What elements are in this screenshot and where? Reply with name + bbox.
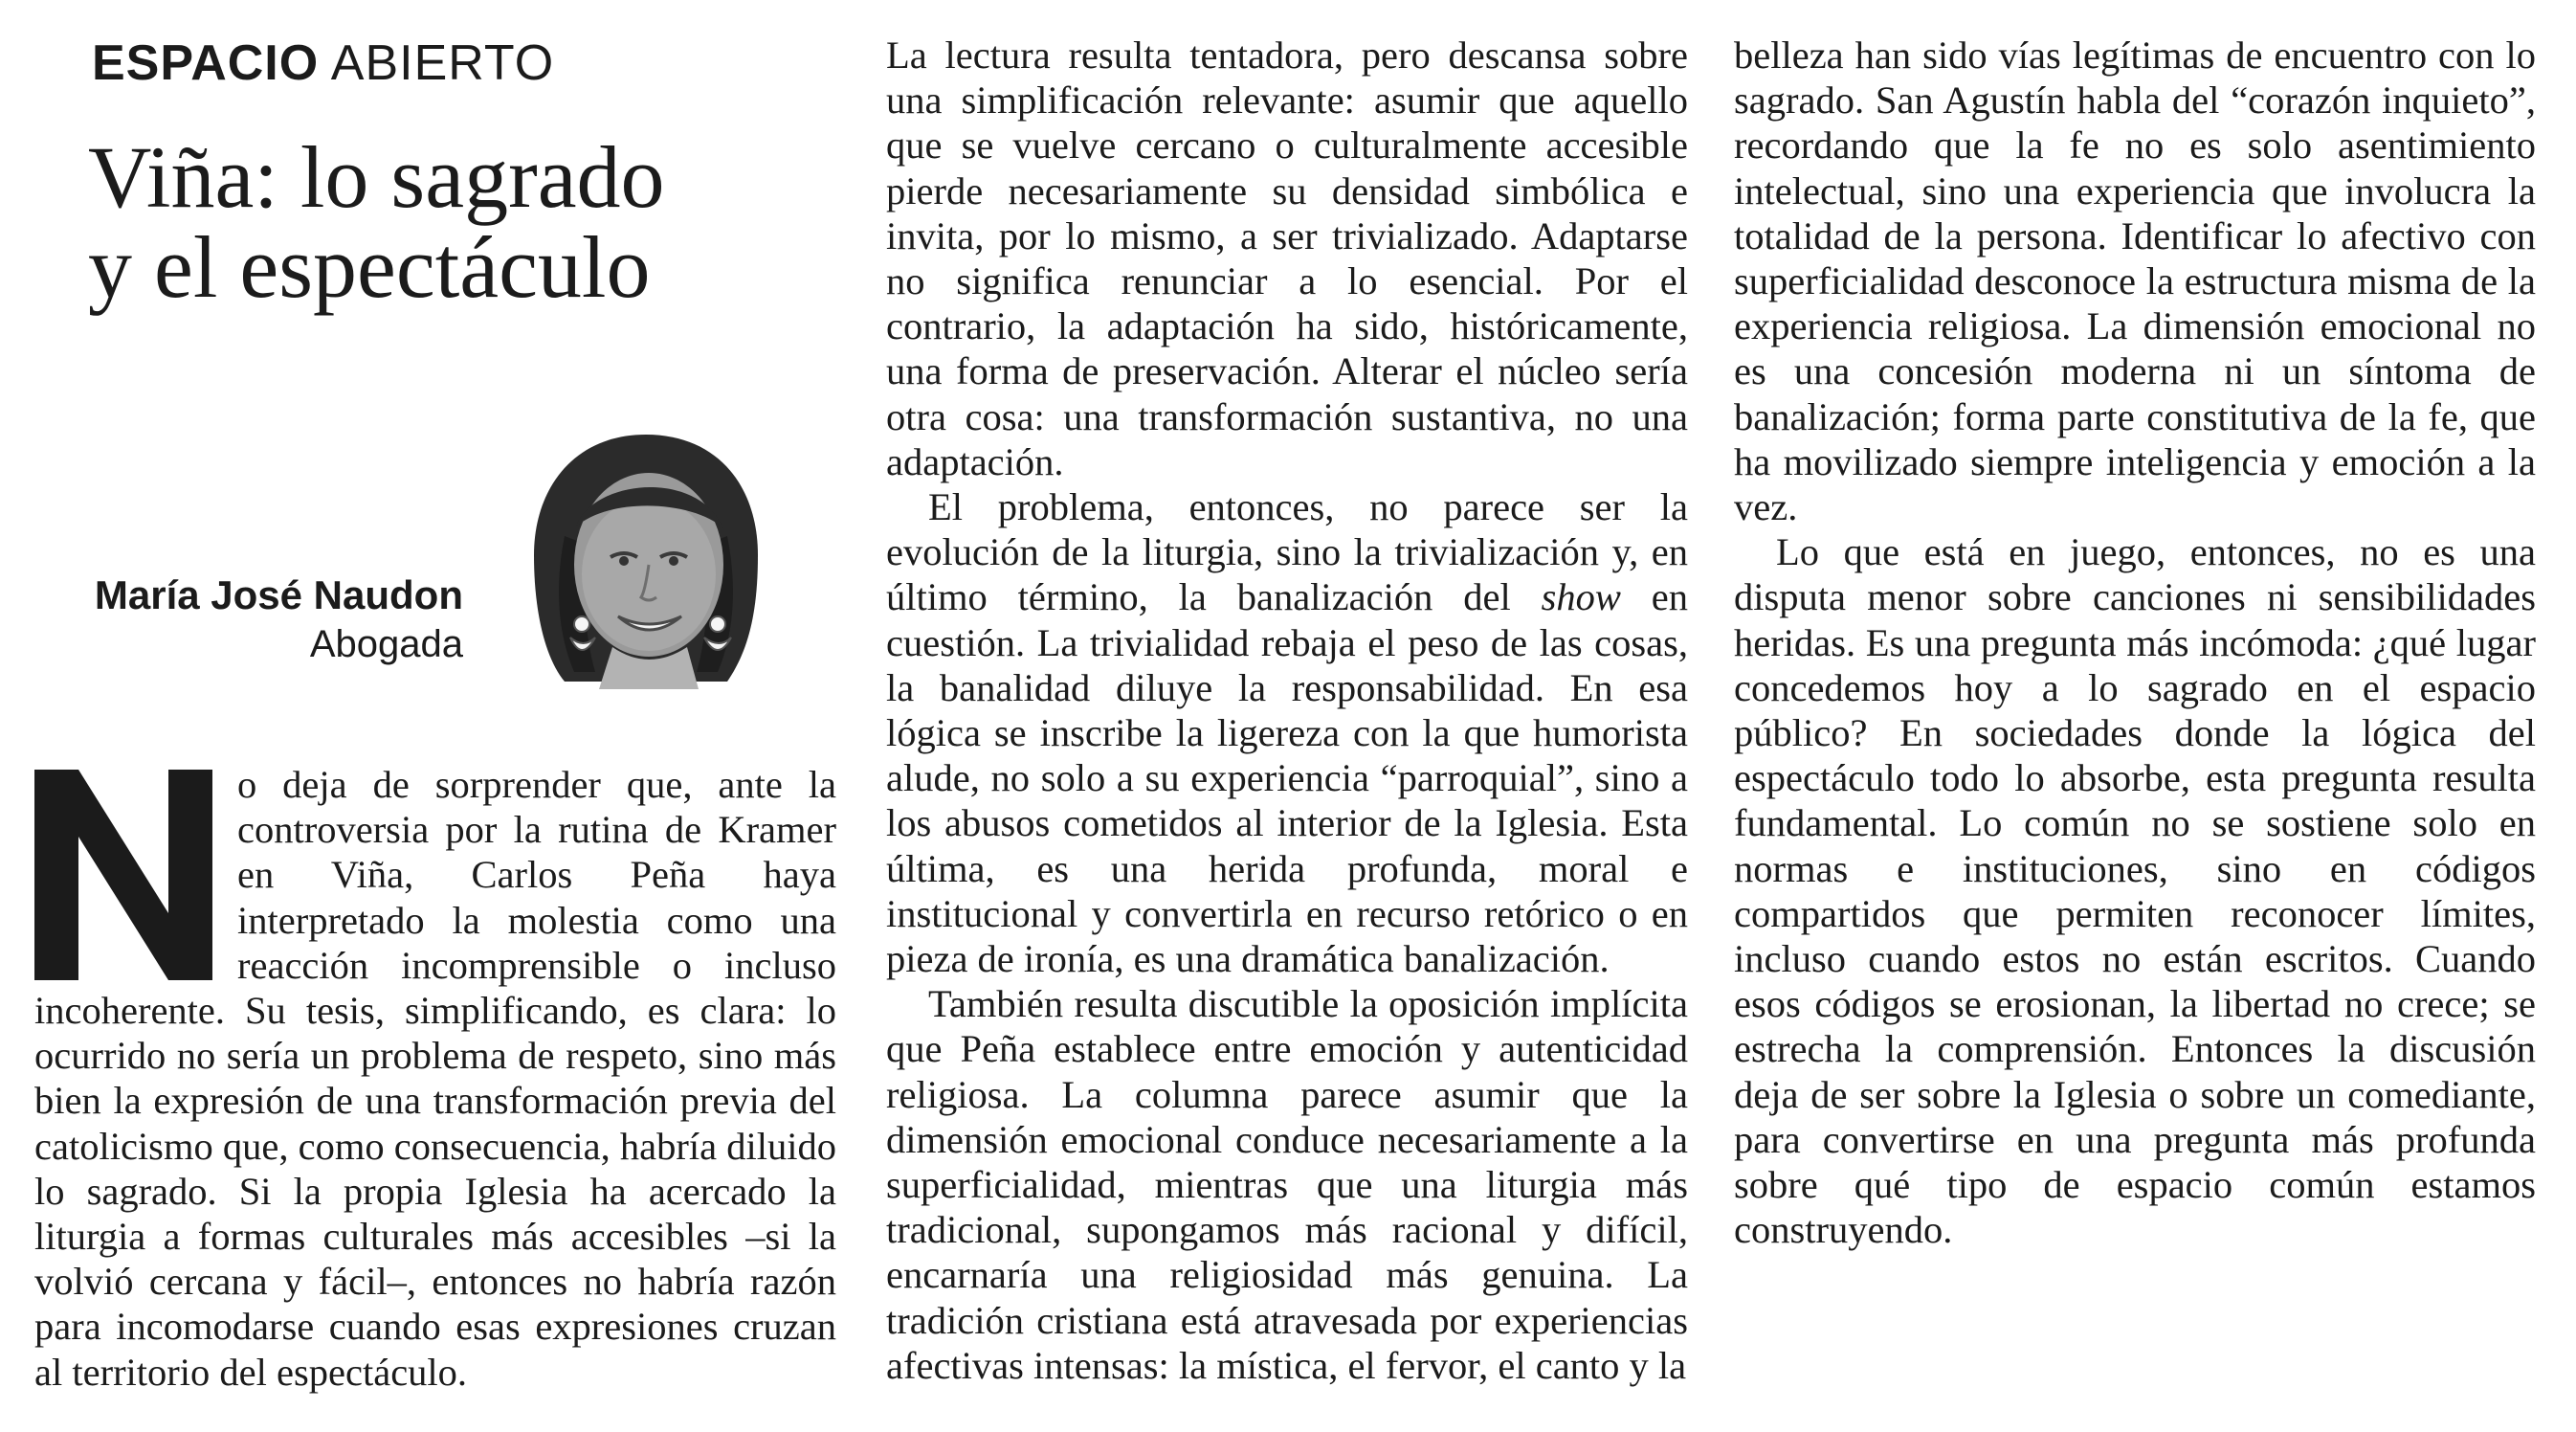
author-role: Abogada [309,623,463,665]
headline-line-1: Viña: lo sagrado [88,128,665,226]
paragraph-4: belleza han sido vías legítimas de encuentro con lo sagrado. San Agustín habla del “corazón inquieto”, recordando que la fe no es solo asentimiento intelectual, sino una experiencia que involucra la totalidad de la persona. Identificar lo afectivo con superficialidad desconoce la estructura misma de la experiencia religiosa. La dimensión emocional no es una concesión moderna ni un síntoma de banalización; forma parte constitutiva de la fe, que ha movilizado siempre inteligencia y emoción a la vez. [1734,34,2536,529]
paragraph-3-part-2: en cuestión. La trivialidad rebaja el peso de las cosas, la banalidad diluye la responsabilidad. En esa lógica se inscribe la ligereza con la que humorista alude, no solo a su experiencia “parroquial”, sino a los abusos cometidos al interior de la Iglesia. Esta última, es una herida profunda, moral e institucional y convertirla en recurso retórico o en pieza de ironía, es una dramática banalización. [886,575,1688,981]
paragraph-2: La lectura resulta tentadora, pero descansa sobre una simplificación relevante: asumir que aquello que se vuelve cercano o culturalmente accesible pierde necesariamente su densidad simbólica e invita, por lo mismo, a ser trivializado. Adaptarse no significa renunciar a lo esencial. Por el contrario, la adaptación ha sido, históricamente, una forma de preservación. Alterar el núcleo sería otra cosa: una transformación sustantiva, no una adaptación. [886,34,1688,483]
paragraph-4: También resulta discutible la oposición implícita que Peña establece entre emoción y autenticidad religiosa. La columna parece asumir que la dimensión emocional conduce necesariamente a la superficialidad, mientras que una liturgia más tradicional, supongamos más racional y difícil, encarnaría una religiosidad más genuina. La tradición cristiana está atravesada por experiencias afectivas intensas: la mística, el fervor, el canto y la [886,982,1688,1387]
headline [88,128,854,316]
paragraph-3-part-1: El problema, entonces, no parece ser la evolución de la liturgia, sino la trivialización y, en último término, la banalización del [886,485,1688,619]
section-label-light: ABIERTO [330,35,555,91]
section-label [92,34,554,92]
paragraph-5: Lo que está en juego, entonces, no es una disputa menor sobre canciones ni sensibilidades heridas. Es una pregunta más incómoda: ¿qué lugar concedemos hoy a lo sagrado en el espacio público? En sociedades donde la lógica del espectáculo todo lo absorbe, esta pregunta resulta fundamental. Lo común no se sostiene solo en normas e instituciones, sino en códigos compartidos que permiten reconocer límites, incluso cuando estos no están escritos. Cuando esos códigos se erosionan, la libertad no crece; se estrecha la comprensión. Entonces la discusión deja de ser sobre la Iglesia o sobre un comediante, para convertirse en una pregunta más profunda sobre qué tipo de espacio común estamos construyendo. [1734,530,2536,1252]
show-italic: show [1541,575,1621,619]
author-name: María José Naudon [94,572,463,617]
author-photo [507,421,785,689]
column-1 [34,762,836,1413]
headline-line-2: y el espectáculo [88,218,651,316]
column-2 [886,33,1688,1421]
column-3 [1734,33,2536,1421]
paragraph-1: o deja de sorprender que, ante la controversia por la rutina de Kramer en Viña, Carlos Peña haya interpretado la molestia como una reacción incomprensible o incluso incoherente. Su tesis, simplificando, es clara: lo ocurrido no sería un problema de respeto, sino más bien la expresión de una transformación previa del catolicismo que, como consecuencia, habría diluido lo sagrado. Si la propia Iglesia ha acercado la liturgia a formas culturales más accesibles –si la volvió cercana y fácil–, entonces no habría razón para incomodarse cuando esas expresiones cruzan al territorio del espectáculo. [34,763,836,1394]
section-label-bold: ESPACIO [92,35,320,91]
paragraph-3 [886,484,1688,981]
byline [95,571,463,668]
drop-cap [34,770,212,980]
